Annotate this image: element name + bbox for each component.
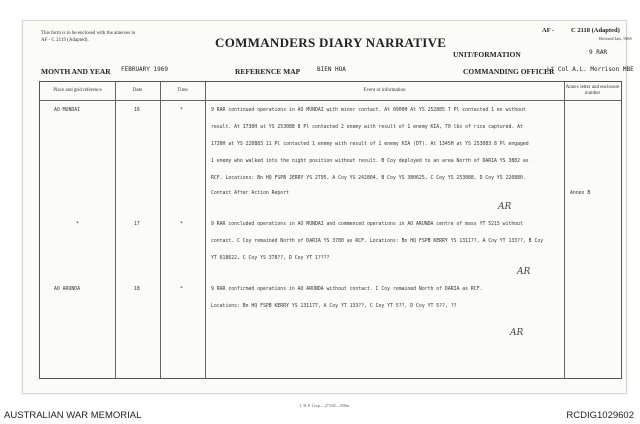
diary-table (39, 81, 622, 379)
refmap-value: BIEN HOA (317, 66, 346, 73)
entry-line: Contact After Action Report (211, 191, 289, 196)
entry-time: * (180, 222, 183, 227)
entry-line: 9 RAR concluded operations in AO MUNDAI and commenced operations in AO ARUNDA centre of mass YT 5215 without (211, 222, 523, 227)
col-divider (205, 82, 206, 378)
col-divider (115, 82, 116, 378)
archive-caption: AUSTRALIAN WAR MEMORIAL (4, 410, 142, 421)
entry-date: 17 (134, 222, 140, 227)
month-value: FEBRUARY 1969 (121, 66, 168, 73)
entry-line: RCF. Locations: Bn HQ FSPB JERRY YS 2795, A Coy YS 242804, B Coy YS 380625, C Coy YS 253088, D Coy YS 220880. (211, 176, 526, 181)
entry-line: 1 enemy who walked into the night position without result. B Coy deployed to an area North of DARIA YS 3802 as (211, 159, 529, 164)
col-header-annex: Annex letter and enclosure number (565, 85, 620, 96)
initials-signature: AR (498, 202, 512, 212)
month-label: MONTH AND YEAR (41, 67, 111, 76)
refmap-label: REFERENCE MAP (235, 67, 301, 76)
col-header-event: Event or information (363, 88, 406, 93)
entry-annex: Annex B (570, 191, 591, 196)
col-header-time: Time (177, 88, 188, 93)
initials-signature: AR (510, 328, 524, 338)
entry-line: 9 RAR continued operations in AO MUNDAI with minor contact. At 0900H At YS 252885 7 Pl contacted 1 en without (211, 108, 526, 113)
col-divider (564, 82, 565, 378)
entry-line: YT 618622, C Coy YS 378??, D Coy YT 1???? (211, 256, 330, 261)
entry-line: contact. C Coy remained North of DARIA YS 3780 as RCF. Locations: Bn HQ FSPB KERRY YS 1311??, A Coy YT 133??, B Coy (211, 239, 544, 244)
af-label: AF - (542, 27, 555, 34)
entry-line: result. At 1730H at YS 253088 8 Pl contacted 2 enemy with result of 1 enemy KIA, 70 lbs of rice captured. At (211, 125, 523, 130)
co-label: COMMANDING OFFICER (463, 67, 555, 76)
form-title: COMMANDERS DIARY NARRATIVE (215, 35, 447, 50)
entry-line: 1730H at YS 220883 11 Pl contacted 1 enemy with result of 1 enemy KIA (DT). At 1345H at YS 253083 8 Pl engaged (211, 142, 529, 147)
entry-line: 9 RAR confirmed operations in AO ARUNDA without contact. C Coy remained North of DARIA as RCF. (211, 287, 483, 292)
revised-note: Revised Jan, 1965 (599, 36, 632, 41)
form-note: This form is to be enclosed with the annexes in AF - C 2119 (Adapted). (41, 31, 136, 43)
entry-place: AO MUNDAI (54, 108, 80, 113)
entry-date: 16 (134, 108, 140, 113)
unit-label: UNIT/FORMATION (453, 50, 521, 59)
col-header-place: Place and grid reference (53, 88, 102, 93)
co-value: Lt Col A.L. Morrison MBE (547, 66, 634, 73)
header-divider (40, 100, 621, 101)
entry-place: AO ARUNDA (54, 287, 80, 292)
entry-time: * (180, 287, 183, 292)
col-divider (160, 82, 161, 378)
print-footer: I. B. P. Corp.—273/65—250m (300, 403, 350, 408)
entry-date: 18 (134, 287, 140, 292)
unit-value: 9 RAR (589, 49, 608, 56)
entry-line: Locations: Bn HQ FSPB KERRY YS 131177, A Coy YT 133??, C Coy YT 5??, D Coy YT 5??, ?? (211, 304, 457, 309)
initials-signature: AR (517, 267, 531, 277)
col-header-date: Date (132, 88, 143, 93)
diary-form-sheet (22, 20, 634, 408)
record-id: RCDIG1029602 (566, 410, 634, 421)
entry-place: * (76, 222, 79, 227)
af-number: C 2118 (Adapted) (571, 27, 620, 34)
entry-time: * (180, 108, 183, 113)
